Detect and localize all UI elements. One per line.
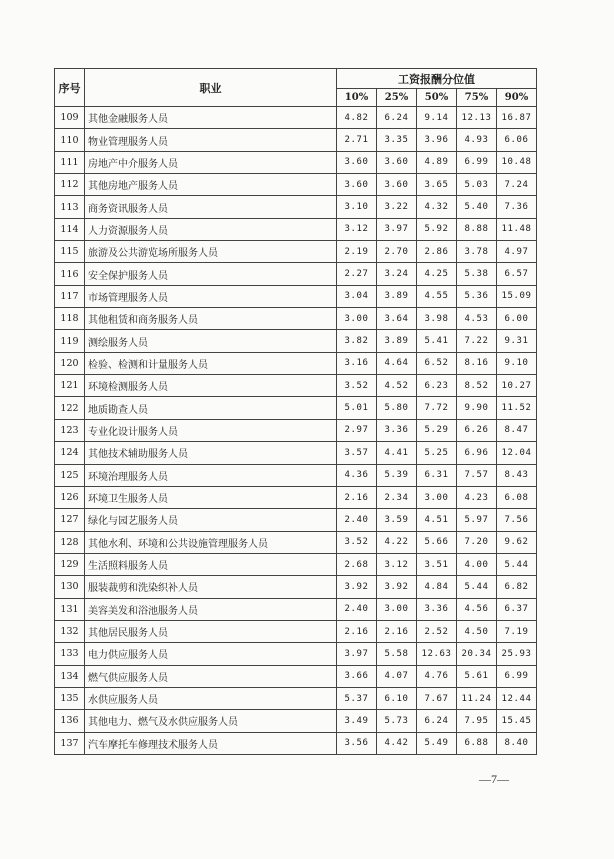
wage-value-p10: 3.60 bbox=[337, 174, 377, 196]
wage-value-p75: 5.38 bbox=[457, 263, 497, 285]
occupation-name: 其他水利、环境和公共设施管理服务人员 bbox=[85, 531, 337, 553]
table-row bbox=[55, 620, 537, 642]
wage-value-p25: 4.22 bbox=[377, 531, 417, 553]
wage-value-p10: 3.97 bbox=[337, 643, 377, 665]
wage-value-p10: 3.00 bbox=[337, 308, 377, 330]
wage-value-p90: 16.87 bbox=[497, 107, 537, 129]
row-number: 126 bbox=[55, 486, 85, 508]
occupation-name: 旅游及公共游览场所服务人员 bbox=[85, 241, 337, 263]
occupation-name: 其他居民服务人员 bbox=[85, 620, 337, 642]
table-row bbox=[55, 509, 537, 531]
wage-value-p25: 5.39 bbox=[377, 464, 417, 486]
wage-value-p75: 4.00 bbox=[457, 553, 497, 575]
wage-value-p75: 5.36 bbox=[457, 285, 497, 307]
table-body bbox=[55, 107, 537, 755]
occupation-name: 汽车摩托车修理技术服务人员 bbox=[85, 732, 337, 754]
wage-value-p50: 5.41 bbox=[417, 330, 457, 352]
row-number: 117 bbox=[55, 285, 85, 307]
wage-value-p50: 3.98 bbox=[417, 308, 457, 330]
wage-value-p90: 10.48 bbox=[497, 151, 537, 173]
occupation-name: 美容美发和浴池服务人员 bbox=[85, 598, 337, 620]
wage-value-p50: 3.36 bbox=[417, 598, 457, 620]
table-row bbox=[55, 308, 537, 330]
occupation-header: 职业 bbox=[85, 69, 337, 107]
table-row bbox=[55, 375, 537, 397]
row-number: 124 bbox=[55, 442, 85, 464]
table-row bbox=[55, 486, 537, 508]
wage-value-p90: 15.45 bbox=[497, 710, 537, 732]
table-row bbox=[55, 553, 537, 575]
header-row bbox=[55, 69, 537, 89]
occupation-name: 市场管理服务人员 bbox=[85, 285, 337, 307]
wage-value-p75: 6.96 bbox=[457, 442, 497, 464]
row-number: 115 bbox=[55, 241, 85, 263]
wage-value-p10: 3.10 bbox=[337, 196, 377, 218]
wage-value-p10: 2.19 bbox=[337, 241, 377, 263]
table-row bbox=[55, 151, 537, 173]
row-number: 135 bbox=[55, 687, 85, 709]
table-row bbox=[55, 174, 537, 196]
wage-value-p25: 3.97 bbox=[377, 218, 417, 240]
table-row bbox=[55, 442, 537, 464]
wage-value-p25: 3.12 bbox=[377, 553, 417, 575]
wage-value-p50: 5.49 bbox=[417, 732, 457, 754]
row-number: 133 bbox=[55, 643, 85, 665]
wage-value-p50: 2.86 bbox=[417, 241, 457, 263]
row-number: 129 bbox=[55, 553, 85, 575]
row-number: 128 bbox=[55, 531, 85, 553]
wage-value-p90: 9.62 bbox=[497, 531, 537, 553]
wage-value-p90: 6.08 bbox=[497, 486, 537, 508]
occupation-name: 生活照料服务人员 bbox=[85, 553, 337, 575]
wage-value-p75: 9.90 bbox=[457, 397, 497, 419]
wage-value-p75: 7.57 bbox=[457, 464, 497, 486]
wage-value-p75: 11.24 bbox=[457, 687, 497, 709]
table-row bbox=[55, 419, 537, 441]
wage-value-p10: 3.49 bbox=[337, 710, 377, 732]
occupation-name: 其他技术辅助服务人员 bbox=[85, 442, 337, 464]
wage-value-p50: 4.51 bbox=[417, 509, 457, 531]
wage-value-p50: 5.66 bbox=[417, 531, 457, 553]
wage-value-p75: 7.22 bbox=[457, 330, 497, 352]
table-row bbox=[55, 531, 537, 553]
wage-value-p25: 4.07 bbox=[377, 665, 417, 687]
wage-value-p25: 2.70 bbox=[377, 241, 417, 263]
wage-value-p75: 6.26 bbox=[457, 419, 497, 441]
wage-value-p10: 5.37 bbox=[337, 687, 377, 709]
table-row bbox=[55, 464, 537, 486]
wage-value-p10: 3.04 bbox=[337, 285, 377, 307]
occupation-name: 检验、检测和计量服务人员 bbox=[85, 352, 337, 374]
table-row bbox=[55, 687, 537, 709]
wage-value-p75: 5.40 bbox=[457, 196, 497, 218]
row-number: 131 bbox=[55, 598, 85, 620]
occupation-name: 燃气供应服务人员 bbox=[85, 665, 337, 687]
table-row bbox=[55, 732, 537, 754]
wage-value-p50: 3.00 bbox=[417, 486, 457, 508]
wage-value-p90: 8.43 bbox=[497, 464, 537, 486]
occupation-name: 其他电力、燃气及水供应服务人员 bbox=[85, 710, 337, 732]
table-row bbox=[55, 598, 537, 620]
wage-value-p25: 4.41 bbox=[377, 442, 417, 464]
percentile-header-p75: 75% bbox=[457, 89, 497, 107]
occupation-name: 专业化设计服务人员 bbox=[85, 419, 337, 441]
row-number: 121 bbox=[55, 375, 85, 397]
wage-value-p75: 5.44 bbox=[457, 576, 497, 598]
row-number: 114 bbox=[55, 218, 85, 240]
occupation-name: 测绘服务人员 bbox=[85, 330, 337, 352]
wage-value-p50: 4.76 bbox=[417, 665, 457, 687]
wage-value-p10: 2.40 bbox=[337, 509, 377, 531]
wage-value-p75: 3.78 bbox=[457, 241, 497, 263]
wage-value-p90: 11.48 bbox=[497, 218, 537, 240]
wage-value-p75: 5.03 bbox=[457, 174, 497, 196]
wage-value-p50: 4.89 bbox=[417, 151, 457, 173]
wage-value-p10: 4.36 bbox=[337, 464, 377, 486]
occupation-name: 电力供应服务人员 bbox=[85, 643, 337, 665]
wage-value-p25: 3.60 bbox=[377, 151, 417, 173]
wage-value-p90: 11.52 bbox=[497, 397, 537, 419]
wage-value-p25: 4.52 bbox=[377, 375, 417, 397]
wage-value-p50: 9.14 bbox=[417, 107, 457, 129]
wage-value-p90: 6.99 bbox=[497, 665, 537, 687]
wage-value-p50: 4.25 bbox=[417, 263, 457, 285]
wage-value-p10: 3.52 bbox=[337, 531, 377, 553]
table-row bbox=[55, 285, 537, 307]
wage-value-p25: 3.60 bbox=[377, 174, 417, 196]
wage-value-p10: 2.40 bbox=[337, 598, 377, 620]
wage-value-p25: 6.10 bbox=[377, 687, 417, 709]
wage-value-p90: 6.06 bbox=[497, 129, 537, 151]
row-number: 113 bbox=[55, 196, 85, 218]
row-number: 116 bbox=[55, 263, 85, 285]
wage-value-p90: 7.36 bbox=[497, 196, 537, 218]
wage-value-p10: 3.66 bbox=[337, 665, 377, 687]
occupation-name: 其他租赁和商务服务人员 bbox=[85, 308, 337, 330]
row-number: 136 bbox=[55, 710, 85, 732]
wage-value-p75: 4.93 bbox=[457, 129, 497, 151]
occupation-name: 环境检测服务人员 bbox=[85, 375, 337, 397]
wage-value-p25: 2.34 bbox=[377, 486, 417, 508]
wage-value-p75: 6.88 bbox=[457, 732, 497, 754]
wage-value-p10: 2.27 bbox=[337, 263, 377, 285]
table-row bbox=[55, 129, 537, 151]
wage-value-p25: 4.64 bbox=[377, 352, 417, 374]
wage-value-p25: 5.80 bbox=[377, 397, 417, 419]
wage-value-p90: 6.37 bbox=[497, 598, 537, 620]
occupation-name: 其他房地产服务人员 bbox=[85, 174, 337, 196]
wage-value-p10: 2.16 bbox=[337, 620, 377, 642]
row-number: 111 bbox=[55, 151, 85, 173]
wage-value-p25: 6.24 bbox=[377, 107, 417, 129]
wage-value-p50: 12.63 bbox=[417, 643, 457, 665]
wage-value-p25: 3.22 bbox=[377, 196, 417, 218]
table-row bbox=[55, 665, 537, 687]
table-row bbox=[55, 576, 537, 598]
wage-value-p50: 6.52 bbox=[417, 352, 457, 374]
wage-value-p75: 6.99 bbox=[457, 151, 497, 173]
wage-value-p50: 3.51 bbox=[417, 553, 457, 575]
wage-value-p10: 4.82 bbox=[337, 107, 377, 129]
wage-value-p10: 2.16 bbox=[337, 486, 377, 508]
wage-value-p25: 3.24 bbox=[377, 263, 417, 285]
occupation-name: 商务资讯服务人员 bbox=[85, 196, 337, 218]
page-number: —7— bbox=[479, 772, 509, 786]
occupation-name: 环境卫生服务人员 bbox=[85, 486, 337, 508]
wage-value-p75: 4.56 bbox=[457, 598, 497, 620]
wage-value-p90: 10.27 bbox=[497, 375, 537, 397]
wage-value-p50: 3.96 bbox=[417, 129, 457, 151]
wage-value-p50: 6.24 bbox=[417, 710, 457, 732]
wage-value-p90: 8.47 bbox=[497, 419, 537, 441]
table-row bbox=[55, 352, 537, 374]
wage-value-p90: 15.09 bbox=[497, 285, 537, 307]
table-row bbox=[55, 263, 537, 285]
wage-value-p10: 3.52 bbox=[337, 375, 377, 397]
wage-value-p75: 7.20 bbox=[457, 531, 497, 553]
wage-value-p75: 4.23 bbox=[457, 486, 497, 508]
table-row bbox=[55, 330, 537, 352]
table-row bbox=[55, 196, 537, 218]
table-row bbox=[55, 643, 537, 665]
wage-value-p90: 6.82 bbox=[497, 576, 537, 598]
wage-value-p25: 3.64 bbox=[377, 308, 417, 330]
wage-value-p75: 4.53 bbox=[457, 308, 497, 330]
row-number: 130 bbox=[55, 576, 85, 598]
row-number: 132 bbox=[55, 620, 85, 642]
occupation-name: 绿化与园艺服务人员 bbox=[85, 509, 337, 531]
wage-value-p25: 3.89 bbox=[377, 285, 417, 307]
wage-value-p10: 3.12 bbox=[337, 218, 377, 240]
percentile-header-p50: 50% bbox=[417, 89, 457, 107]
percentile-group-header: 工资报酬分位值 bbox=[337, 69, 537, 89]
wage-value-p10: 2.97 bbox=[337, 419, 377, 441]
occupation-name: 物业管理服务人员 bbox=[85, 129, 337, 151]
row-number: 127 bbox=[55, 509, 85, 531]
wage-value-p25: 2.16 bbox=[377, 620, 417, 642]
wage-value-p90: 5.44 bbox=[497, 553, 537, 575]
wage-value-p50: 3.65 bbox=[417, 174, 457, 196]
wage-value-p25: 3.59 bbox=[377, 509, 417, 531]
wage-value-p50: 5.92 bbox=[417, 218, 457, 240]
wage-value-p75: 5.61 bbox=[457, 665, 497, 687]
wage-value-p50: 4.32 bbox=[417, 196, 457, 218]
row-number: 112 bbox=[55, 174, 85, 196]
row-number: 137 bbox=[55, 732, 85, 754]
wage-value-p75: 8.52 bbox=[457, 375, 497, 397]
wage-value-p10: 3.60 bbox=[337, 151, 377, 173]
table-row bbox=[55, 397, 537, 419]
occupation-name: 地质勘查人员 bbox=[85, 397, 337, 419]
row-number: 118 bbox=[55, 308, 85, 330]
wage-value-p10: 5.01 bbox=[337, 397, 377, 419]
wage-value-p90: 6.57 bbox=[497, 263, 537, 285]
wage-value-p25: 3.89 bbox=[377, 330, 417, 352]
wage-value-p75: 12.13 bbox=[457, 107, 497, 129]
table-row bbox=[55, 107, 537, 129]
row-number: 120 bbox=[55, 352, 85, 374]
wage-value-p25: 3.92 bbox=[377, 576, 417, 598]
wage-value-p10: 3.82 bbox=[337, 330, 377, 352]
row-number: 119 bbox=[55, 330, 85, 352]
wage-value-p90: 7.56 bbox=[497, 509, 537, 531]
row-number: 122 bbox=[55, 397, 85, 419]
occupation-name: 房地产中介服务人员 bbox=[85, 151, 337, 173]
wage-value-p10: 3.16 bbox=[337, 352, 377, 374]
row-number: 123 bbox=[55, 419, 85, 441]
wage-value-p10: 2.68 bbox=[337, 553, 377, 575]
wage-value-p90: 25.93 bbox=[497, 643, 537, 665]
occupation-name: 人力资源服务人员 bbox=[85, 218, 337, 240]
wage-value-p25: 3.00 bbox=[377, 598, 417, 620]
wage-value-p90: 8.40 bbox=[497, 732, 537, 754]
wage-value-p90: 4.97 bbox=[497, 241, 537, 263]
wage-value-p75: 4.50 bbox=[457, 620, 497, 642]
row-number: 110 bbox=[55, 129, 85, 151]
wage-value-p90: 7.24 bbox=[497, 174, 537, 196]
wage-value-p25: 3.35 bbox=[377, 129, 417, 151]
wage-value-p90: 12.44 bbox=[497, 687, 537, 709]
wage-value-p50: 4.84 bbox=[417, 576, 457, 598]
wage-value-p25: 5.73 bbox=[377, 710, 417, 732]
wage-value-p75: 8.88 bbox=[457, 218, 497, 240]
wage-value-p50: 6.23 bbox=[417, 375, 457, 397]
seq-header: 序号 bbox=[55, 69, 85, 107]
wage-value-p10: 3.92 bbox=[337, 576, 377, 598]
table-row bbox=[55, 710, 537, 732]
table-row bbox=[55, 241, 537, 263]
wage-value-p50: 6.31 bbox=[417, 464, 457, 486]
occupation-name: 水供应服务人员 bbox=[85, 687, 337, 709]
occupation-name: 服装裁剪和洗染织补人员 bbox=[85, 576, 337, 598]
wage-value-p90: 9.31 bbox=[497, 330, 537, 352]
wage-value-p90: 12.04 bbox=[497, 442, 537, 464]
wage-value-p90: 9.10 bbox=[497, 352, 537, 374]
wage-value-p25: 3.36 bbox=[377, 419, 417, 441]
wage-value-p90: 7.19 bbox=[497, 620, 537, 642]
percentile-header-p90: 90% bbox=[497, 89, 537, 107]
wage-value-p25: 4.42 bbox=[377, 732, 417, 754]
table-row bbox=[55, 218, 537, 240]
wage-value-p50: 2.52 bbox=[417, 620, 457, 642]
wage-value-p75: 20.34 bbox=[457, 643, 497, 665]
wage-percentile-table bbox=[54, 68, 537, 755]
wage-value-p10: 3.57 bbox=[337, 442, 377, 464]
row-number: 125 bbox=[55, 464, 85, 486]
row-number: 134 bbox=[55, 665, 85, 687]
wage-value-p10: 3.56 bbox=[337, 732, 377, 754]
percentile-header-p25: 25% bbox=[377, 89, 417, 107]
occupation-name: 环境治理服务人员 bbox=[85, 464, 337, 486]
percentile-header-p10: 10% bbox=[337, 89, 377, 107]
wage-value-p25: 5.58 bbox=[377, 643, 417, 665]
wage-value-p50: 4.55 bbox=[417, 285, 457, 307]
wage-value-p75: 7.95 bbox=[457, 710, 497, 732]
wage-table-container bbox=[54, 68, 536, 755]
occupation-name: 安全保护服务人员 bbox=[85, 263, 337, 285]
wage-value-p75: 5.97 bbox=[457, 509, 497, 531]
wage-value-p10: 2.71 bbox=[337, 129, 377, 151]
occupation-name: 其他金融服务人员 bbox=[85, 107, 337, 129]
row-number: 109 bbox=[55, 107, 85, 129]
wage-value-p50: 7.67 bbox=[417, 687, 457, 709]
wage-value-p50: 7.72 bbox=[417, 397, 457, 419]
wage-value-p90: 6.00 bbox=[497, 308, 537, 330]
wage-value-p50: 5.29 bbox=[417, 419, 457, 441]
wage-value-p75: 8.16 bbox=[457, 352, 497, 374]
wage-value-p50: 5.25 bbox=[417, 442, 457, 464]
